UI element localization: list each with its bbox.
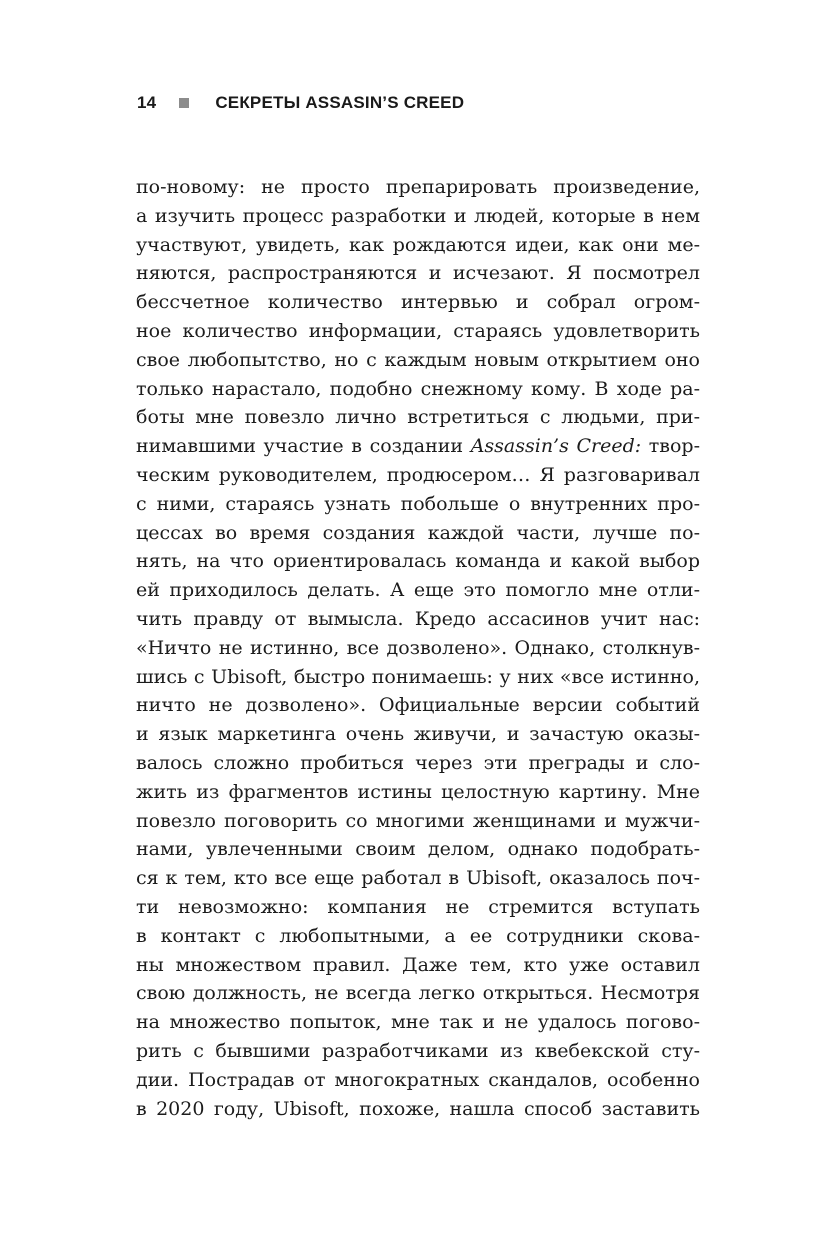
italic-game-title: Assassin’s Creed: <box>470 435 642 458</box>
text-line: цессах во время создания каждой части, лучше по- <box>136 521 700 544</box>
text-line: свое любопытство, но с каждым новым открытием оно <box>136 348 700 371</box>
body-paragraph <box>136 173 700 1123</box>
text-line: няются, распространяются и исчезают. Я посмотрел <box>136 262 700 285</box>
book-title: СЕКРЕТЫ ASSASIN’S CREED <box>215 93 465 112</box>
text-line-with-title <box>136 432 700 461</box>
text-line: повезло поговорить со многими женщинами и мужчи- <box>136 809 700 832</box>
text-line: дии. Пострадав от многократных скандалов, особенно <box>136 1068 700 1091</box>
text-line: свою должность, не всегда легко открыться. Несмотря <box>136 982 700 1005</box>
text-line: бессчетное количество интервью и собрал огром- <box>136 291 700 314</box>
text-line: «Ничто не истинно, все дозволено». Однако, столкнув- <box>136 636 700 659</box>
text-line: и язык маркетинга очень живучи, и зачастую оказы- <box>136 723 700 746</box>
text-line: ти невозможно: компания не стремится вступать <box>136 895 700 918</box>
text-line: нами, увлеченными своим делом, однако подобрать- <box>136 838 700 861</box>
text-line: шись с Ubisoft, быстро понимаешь: у них «все истинно, <box>136 665 700 688</box>
text-line: жить из фрагментов истины целостную картину. Мне <box>136 780 700 803</box>
text-segment: твор- <box>641 435 700 458</box>
text-line: валось сложно пробиться через эти преграды и сло- <box>136 751 700 774</box>
text-line: ей приходилось делать. А еще это помогло мне отли- <box>136 579 700 602</box>
text-line: на множество попыток, мне так и не удалось погово- <box>136 1011 700 1034</box>
text-line: нять, на что ориентировалась команда и какой выбор <box>136 550 700 573</box>
page-number: 14 <box>137 93 157 112</box>
running-head <box>137 91 464 115</box>
text-line: с ними, стараясь узнать побольше о внутренних про- <box>136 492 700 515</box>
text-line: ное количество информации, стараясь удовлетворить <box>136 319 700 342</box>
text-line: ны множеством правил. Даже тем, кто уже оставил <box>136 953 700 976</box>
text-line: рить с бывшими разработчиками из квебекской сту- <box>136 1039 700 1062</box>
text-line: ческим руководителем, продюсером… Я разговаривал <box>136 463 700 486</box>
text-line: боты мне повезло лично встретиться с людьми, при- <box>136 406 700 429</box>
gray-square-icon <box>179 98 189 108</box>
text-line: а изучить процесс разработки и людей, которые в нем <box>136 204 700 227</box>
text-line: ничто не дозволено». Официальные версии событий <box>136 694 700 717</box>
text-line: по-новому: не просто препарировать произведение, <box>136 176 700 198</box>
text-line: участвуют, увидеть, как рождаются идеи, как они ме- <box>136 233 700 256</box>
text-line: ся к тем, кто все еще работал в Ubisoft, оказалось поч- <box>136 867 700 890</box>
text-line: чить правду от вымысла. Кредо ассасинов учит нас: <box>136 607 700 630</box>
text-line: в контакт с любопытными, а ее сотрудники скова- <box>136 924 700 947</box>
text-line: только нарастало, подобно снежному кому. В ходе ра- <box>136 377 700 400</box>
text-segment: нимавшими участие в создании <box>136 435 471 458</box>
text-line: в 2020 году, Ubisoft, похоже, нашла способ заставить <box>136 1097 700 1120</box>
